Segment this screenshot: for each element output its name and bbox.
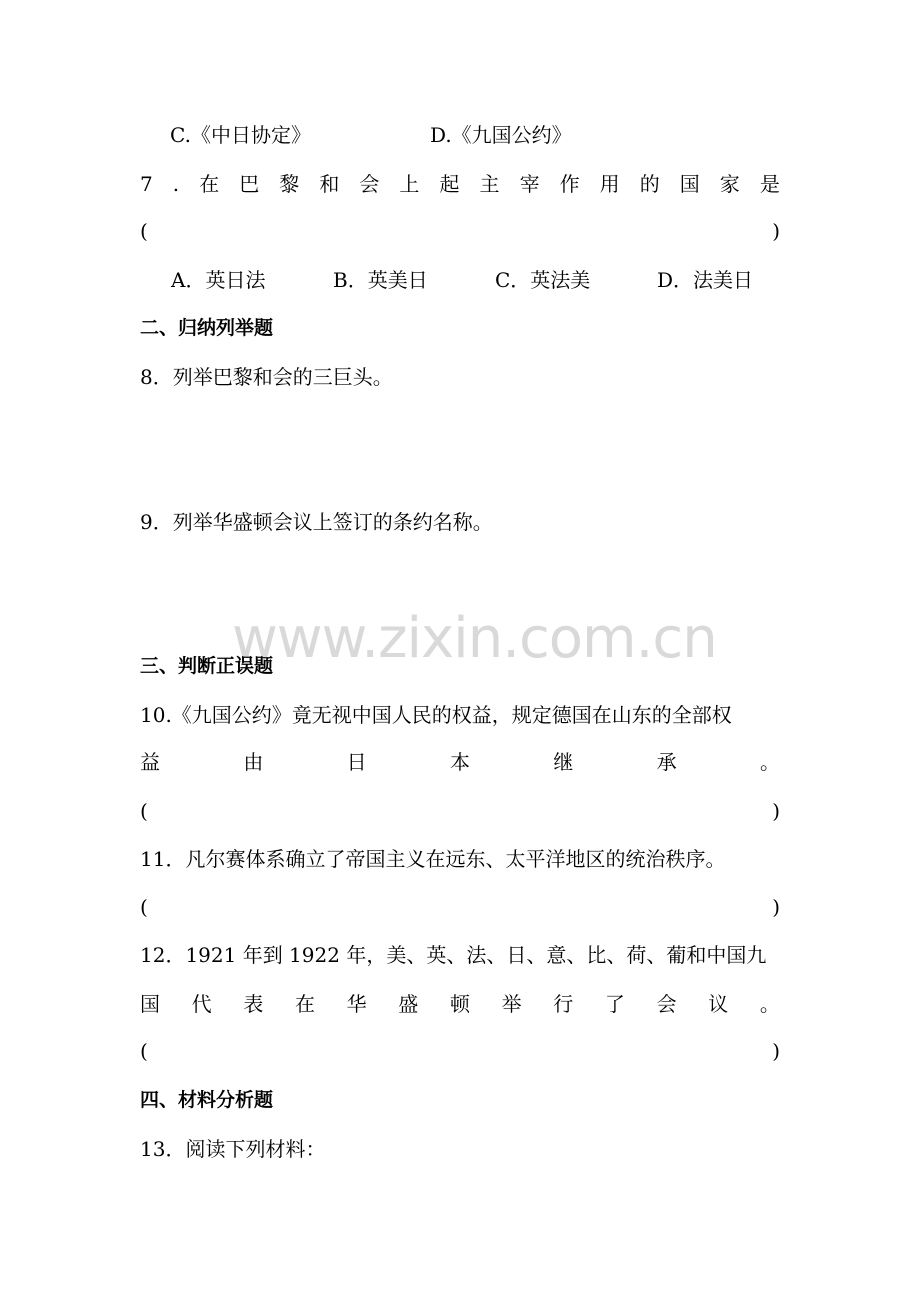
- q10-char: 由: [243, 750, 264, 774]
- q7-char: 宰: [519, 172, 540, 196]
- q7-char: 和: [319, 172, 340, 196]
- paren-close: ): [772, 219, 780, 243]
- q7-char: 国: [679, 172, 700, 196]
- q10-line2: [140, 748, 780, 776]
- q7-char: 是: [759, 172, 780, 196]
- q7-char: 上: [399, 172, 420, 196]
- watermark: www.zixin.com.cn: [232, 606, 717, 671]
- q10-char: 承: [656, 750, 677, 774]
- q7-option-c: C．英法美: [495, 268, 591, 292]
- q11-answer-parens: [140, 893, 780, 921]
- q12-char: 会: [656, 992, 677, 1016]
- q10-char: 本: [449, 750, 470, 774]
- q12-char: 了: [604, 992, 625, 1016]
- q12-char: 华: [346, 992, 367, 1016]
- q12-char: 议: [708, 992, 729, 1016]
- question-13: 13．阅读下列材料：: [140, 1137, 326, 1161]
- q10-char: 日: [346, 750, 367, 774]
- q12-char: 举: [501, 992, 522, 1016]
- q12-char: 表: [243, 992, 264, 1016]
- q7-char: 家: [719, 172, 740, 196]
- paren-open: (: [140, 895, 148, 919]
- q10-char: 益: [140, 750, 160, 774]
- q7-char: 黎: [279, 172, 300, 196]
- q7-char: .: [172, 172, 180, 196]
- q10-answer-parens: [140, 797, 780, 825]
- q10-line1: 10.《九国公约》竟无视中国人民的权益，规定德国在山东的全部权: [140, 703, 732, 727]
- q12-char: 盛: [398, 992, 419, 1016]
- q7-stem: [140, 170, 780, 198]
- q7-char: 在: [199, 172, 220, 196]
- q12-line2: [140, 990, 780, 1018]
- q7-char: 主: [479, 172, 500, 196]
- paren-open: (: [140, 219, 148, 243]
- q7-char: 会: [359, 172, 380, 196]
- q12-char: 。: [759, 992, 780, 1016]
- q6-option-c: C.《中日协定》: [170, 123, 311, 147]
- section-heading: 四、材料分析题: [140, 1089, 274, 1111]
- paren-close: ): [772, 799, 780, 823]
- question-9: 9．列举华盛顿会议上签订的条约名称。: [140, 510, 493, 534]
- question-8: 8．列举巴黎和会的三巨头。: [140, 365, 393, 389]
- paren-open: (: [140, 799, 148, 823]
- q7-char: 巴: [239, 172, 260, 196]
- q6-option-d: D.《九国公约》: [430, 123, 572, 147]
- section-heading: 三、判断正误题: [140, 655, 274, 677]
- q12-char: 代: [191, 992, 212, 1016]
- q7-option-d: D．法美日: [657, 268, 754, 292]
- q12-char: 国: [140, 992, 160, 1016]
- q7-answer-parens: [140, 217, 780, 245]
- q7-char: 用: [599, 172, 620, 196]
- q7-option-b: B．英美日: [333, 268, 428, 292]
- paren-close: ): [772, 895, 780, 919]
- q7-char: 起: [439, 172, 460, 196]
- q7-option-a: A．英日法: [171, 268, 266, 292]
- q12-answer-parens: [140, 1037, 780, 1065]
- q12-char: 在: [294, 992, 315, 1016]
- q12-char: 顿: [449, 992, 470, 1016]
- q7-char: 的: [639, 172, 660, 196]
- q10-char: 。: [759, 750, 780, 774]
- q7-char: 7: [140, 172, 153, 196]
- q10-char: 继: [553, 750, 574, 774]
- section-heading: 二、归纳列举题: [140, 317, 274, 339]
- q11-line1: 11．凡尔赛体系确立了帝国主义在远东、太平洋地区的统治秩序。: [140, 847, 726, 871]
- q12-char: 行: [553, 992, 574, 1016]
- q7-char: 作: [559, 172, 580, 196]
- q12-line1: 12．1921 年到 1922 年，美、英、法、日、意、比、荷、葡和中国九: [140, 943, 767, 967]
- paren-open: (: [140, 1039, 148, 1063]
- paren-close: ): [772, 1039, 780, 1063]
